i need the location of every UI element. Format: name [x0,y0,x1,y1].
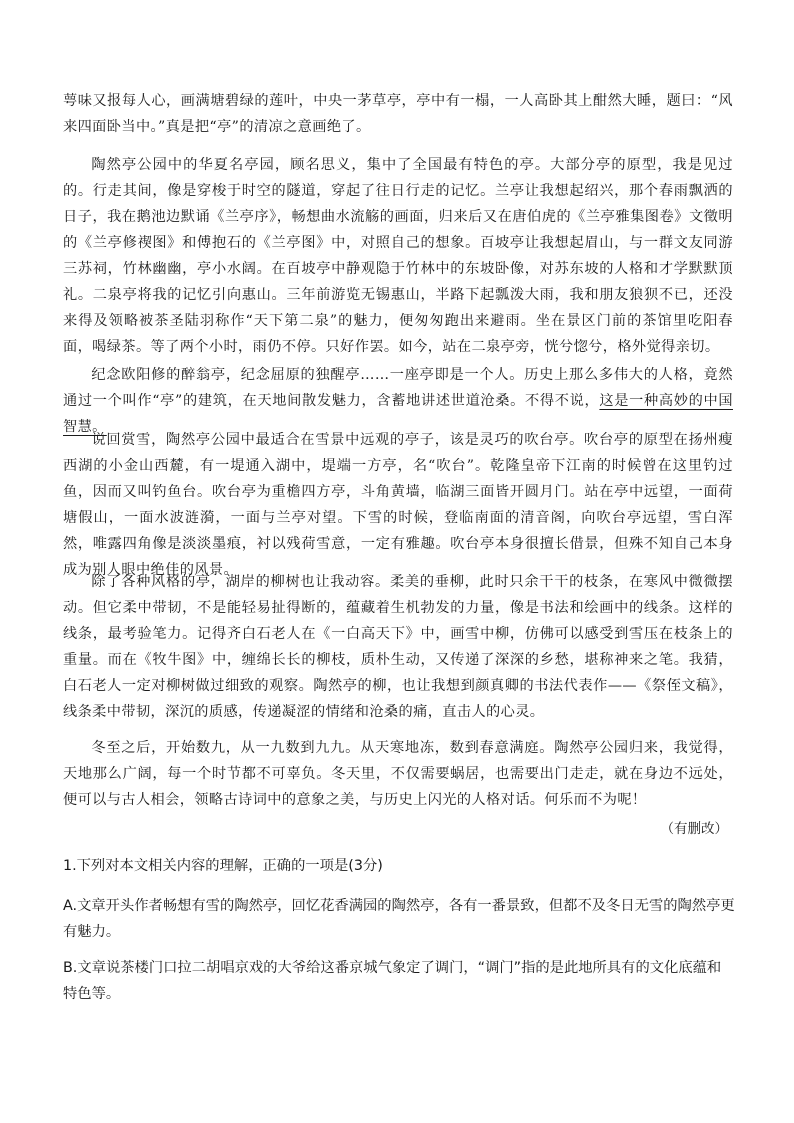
paragraph-conclusion: 冬至之后，开始数九，从一九数到九九。从天寒地冻，数到春意满庭。陶然亭公园归来，我觉得，天地那么广阔，每一个时节都不可辜负。冬天里，不仅需要蜗居，也需要出门走走，就在身边不远处，便可以与古人相会，领略古诗词中的意象之美，与历史上闪光的人格对话。何乐而不为呢！ [63,740,733,808]
paragraph-pavilion-garden: 陶然亭公园中的华夏名亭园，顾名思义，集中了全国最有特色的亭。大部分亭的原型，我是见过的。行走其间，像是穿梭于时空的隧道，穿起了往日行走的记忆。兰亭让我想起绍兴，那个春雨飘洒的日子，我在鹅池边默诵《兰亭序》，畅想曲水流觞的画面，归来后又在唐伯虎的《兰亭雅集图卷》文徵明的《兰亭修禊图》和傅抱石的《兰亭图》中，对照自己的想象。百坡亭让我想起眉山，与一群文友同游三苏祠，竹林幽幽，亭小水阔。在百坡亭中静观隐于竹林中的东坡卧像，对苏东坡的人格和才学默默顶礼。二泉亭将我的记忆引向惠山。三年前游览无锡惠山，半路下起瓢泼大雨，我和朋友狼狈不已，还没来得及领略被茶圣陆羽称作“天下第二泉”的魅力，便匆匆跑出来避雨。坐在景区门前的茶馆里吃阳春面，喝绿茶。等了两个小时，雨仍不停。只好作罢。如今，站在二泉亭旁，恍兮惚兮，格外觉得亲切。 [63,157,733,355]
source-note: （有删改） [660,821,728,837]
paragraph-intro-continued: 萼味又报每人心，画满塘碧绿的莲叶，中央一茅草亭，亭中有一榻，一人高卧其上酣然大睡，题曰：“风来四面卧当中。”真是把“亭”的清凉之意画绝了。 [63,93,733,135]
underlined-sentence: 这是一种高妙的中国智慧。 [63,393,733,435]
option-b: B.文章说茶楼门口拉二胡唱京戏的大爷给这番京城气象定了调门，“调门”指的是此地所具有的文化底蕴和特色等。 [63,960,722,1002]
paragraph-willows: 除了各种风格的亭，湖岸的柳树也让我动容。柔美的垂柳，此时只余干干的枝条，在寒风中微微摆动。但它柔中带韧，不是能轻易扯得断的，蕴藏着生机勃发的力量，像是书法和绘画中的线条。这样的线条，最考验笔力。记得齐白石老人在《一白高天下》中，画雪中柳，仿佛可以感受到雪压在枝条上的重量。而在《牧牛图》中，缠绵长长的柳枝，质朴生动，又传递了深深的乡愁，堪称神来之笔。我猜，白石老人一定对柳树做过细致的观察。陶然亭的柳，也让我想到颜真卿的书法代表作——《祭侄文稿》，线条柔中带韧，深沉的质感，传递凝涩的情绪和沧桑的痛，直击人的心灵。 [63,574,733,720]
question-1-stem: 1.下列对本文相关内容的理解，正确的一项是(3分) [63,858,383,874]
option-a: A.文章开头作者畅想有雪的陶然亭，回忆花香满园的陶然亭，各有一番景致，但都不及冬日无雪的陶然亭更有魅力。 [63,898,735,940]
memorial-text: 纪念欧阳修的醉翁亭，纪念屈原的独醒亭……一座亭即是一个人。历史上那么多伟大的人格，竟然通过一个叫作“亭”的建筑，在天地间散发魅力，含蓄地讲述世道沧桑。不得不说， [63,367,733,409]
paragraph-chuitai-pavilion: 说回赏雪，陶然亭公园中最适合在雪景中远观的亭子，该是灵巧的吹台亭。吹台亭的原型在扬州瘦西湖的小金山西麓，有一堤通入湖中，堤端一方亭，名“吹台”。乾隆皇帝下江南的时候曾在这里钓过鱼，因而又叫钓鱼台。吹台亭为重檐四方亭，斗角黄墙，临湖三面皆开圆月门。站在亭中远望，一面荷塘假山，一面水波涟漪，一面与兰亭对望。下雪的时候，登临南面的清音阁，向吹台亭远望，雪白浑然，唯露四角像是淡淡墨痕，衬以残荷雪意，一定有雅趣。吹台亭本身很擅长借景，但殊不知自己本身成为别人眼中绝佳的风景。 [63,432,733,578]
